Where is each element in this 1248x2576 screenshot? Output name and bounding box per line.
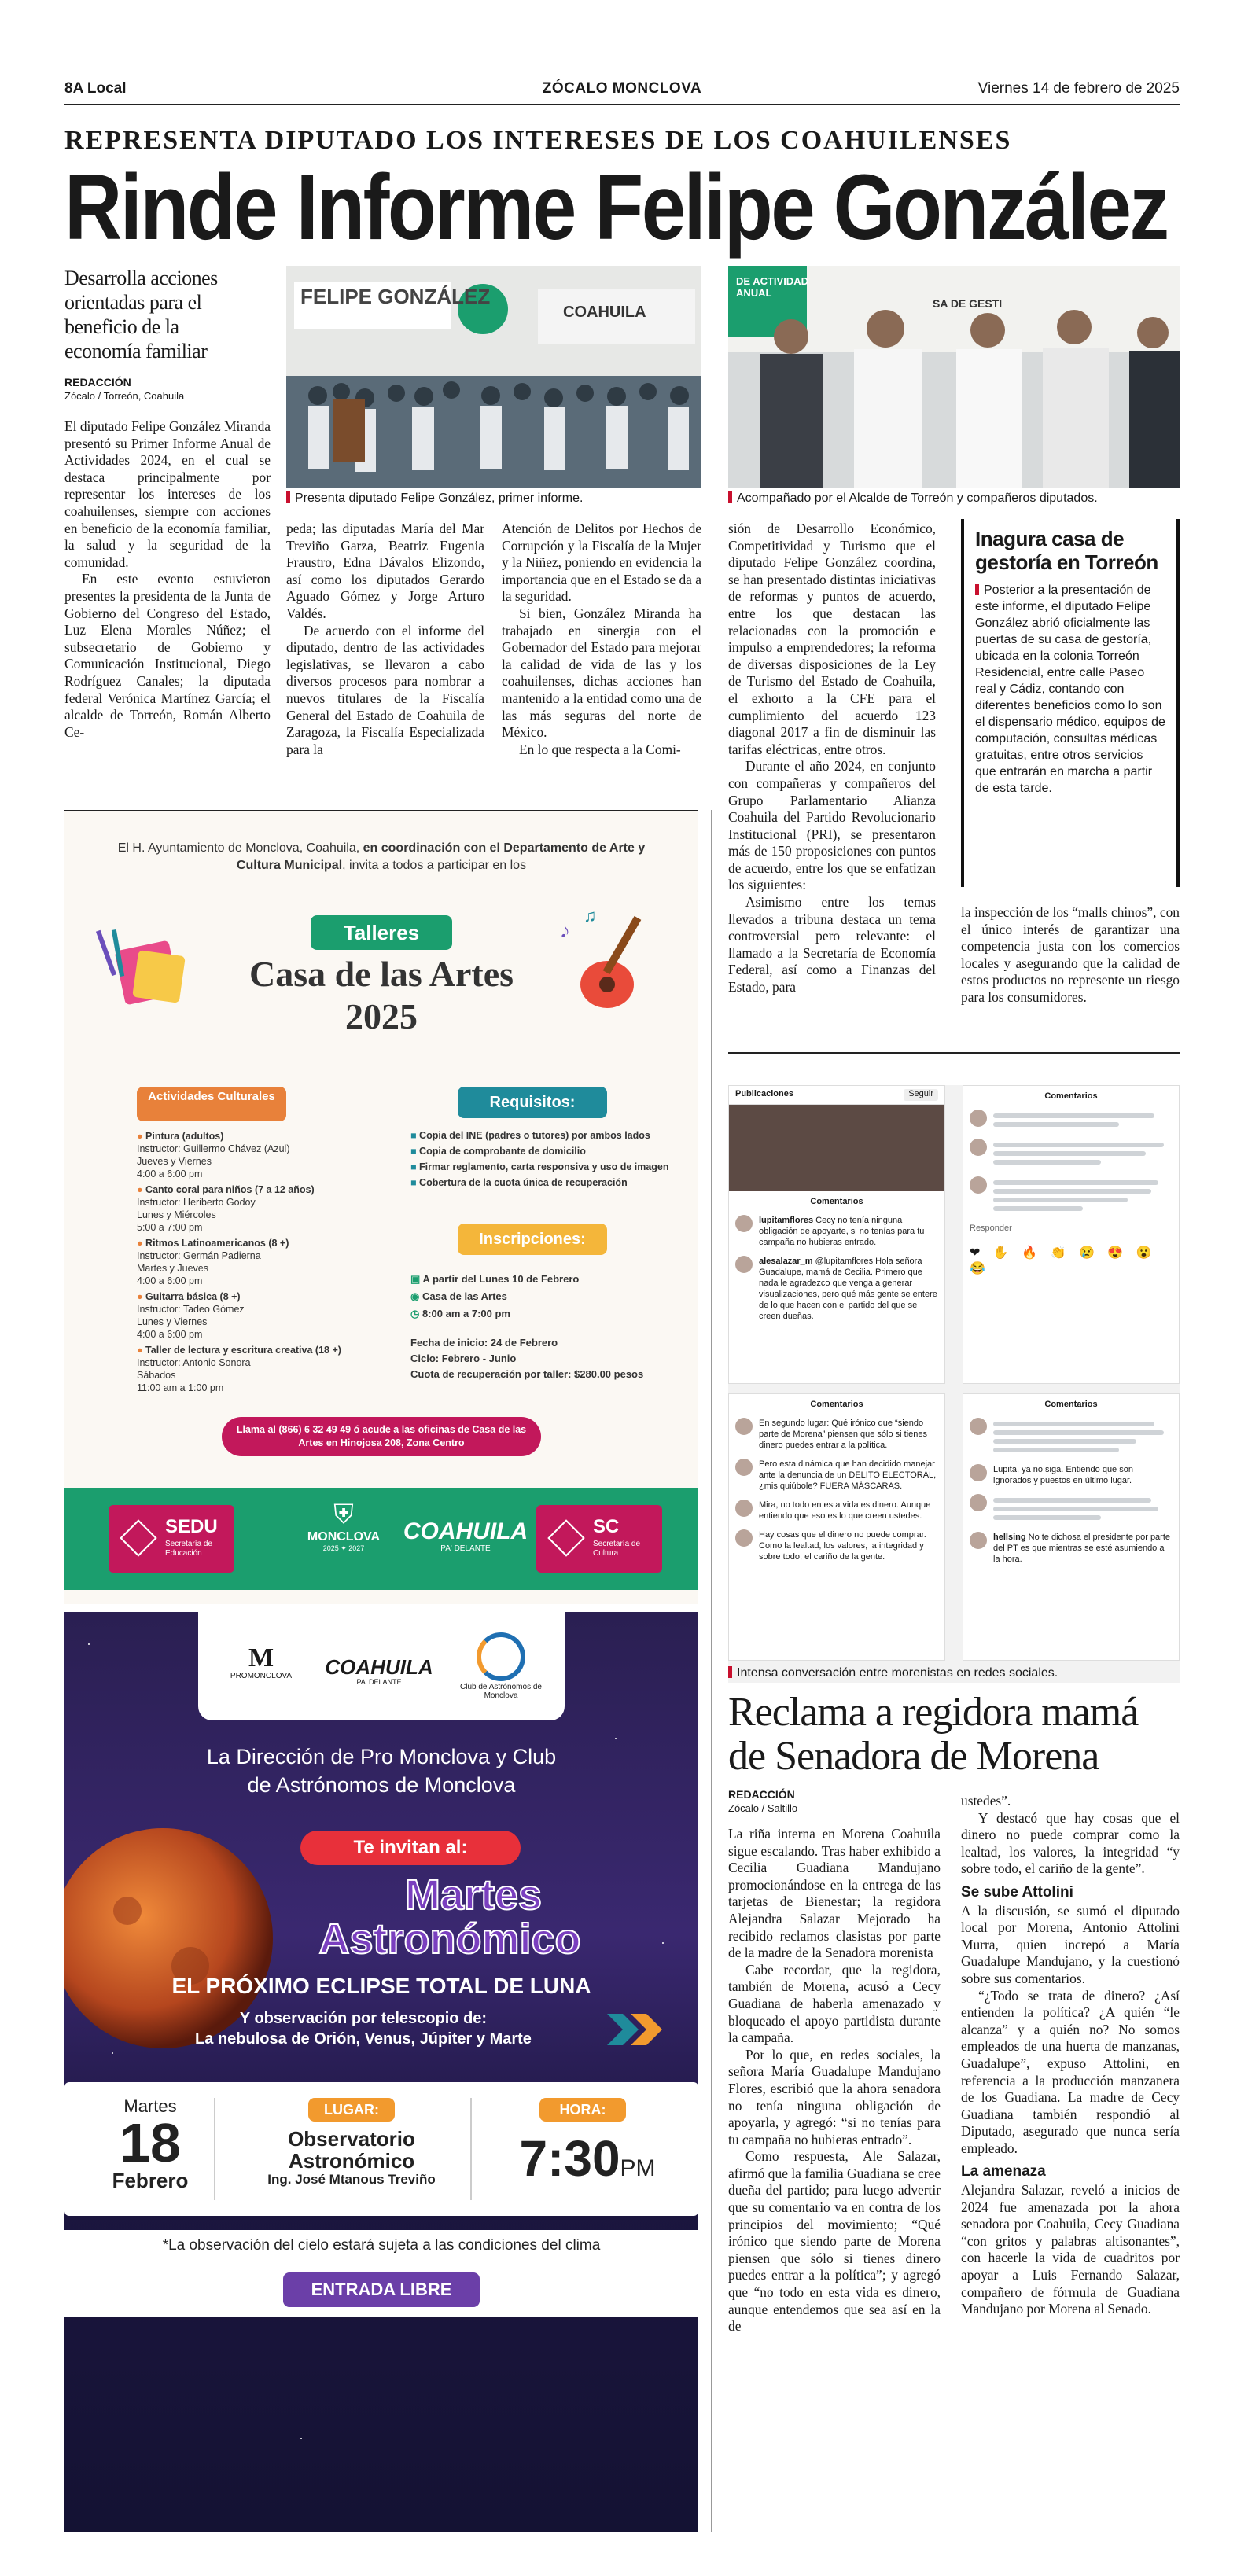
ad-casa-de-las-artes <box>64 810 698 1604</box>
photo-sign: COAHUILA <box>563 304 646 321</box>
paragraph: la inspección de los “malls chinos”, con el único interés de garantizar una competencia justa con los comercios locales y asegurando que la calidad de estos productos no represente un riesgo para los consumidores. <box>961 904 1180 1005</box>
actividad-line: Instructor: Germán Padierna <box>137 1250 261 1261</box>
photo-sign: SA DE GESTI <box>933 297 1003 310</box>
comment-line <box>993 1189 1151 1194</box>
follow-button: Seguir <box>904 1089 938 1101</box>
panel-comments <box>963 1086 1179 1281</box>
actividad-name: Taller de lectura y escritura creativa (18 +) <box>145 1345 341 1356</box>
paragraph: Como respuesta, Ale Salazar, afirmó que la familia Guadiana se cree dueña del partido; para luego advertir que su comentario va en contra de los principios del movimiento; “Qué irónico que siendo parte de Morena piensen que sólo si tienes dinero puedes entrar a la política”; y agregó que “no todo en esta vida es dinero, aunque entendemos que sea así en la de <box>728 2148 941 2335</box>
requisitos-badge: Requisitos: <box>458 1087 607 1118</box>
comment-text: Hay cosas que el dinero no puede comprar. Como la lealtad, los valores, la integridad y sobre todo, el cariño de la gente. <box>759 1530 926 1562</box>
comment-line <box>993 1113 1154 1118</box>
square-bullet-icon: ■ <box>410 1146 417 1157</box>
logos-card <box>198 1612 565 1720</box>
actividad-name: Ritmos Latinoamericanos (8 +) <box>145 1238 289 1249</box>
story2-headline: Reclama a regidora mamá de Senadora de Morena <box>728 1690 1139 1779</box>
ad-martes-astronomico <box>64 1612 698 2532</box>
actividad-line: Lunes y Viernes <box>137 1316 208 1327</box>
comment-text: Lupita, ya no siga. Entiendo que son ignorados y puestos en último lugar. <box>993 1465 1133 1485</box>
sidebar-text <box>975 582 1165 797</box>
contact-banner: Llama al (866) 6 32 49 49 ó acude a las oficinas de Casa de las Artes en Hinojosa 208, Zona Centro <box>222 1417 541 1456</box>
bullet-icon: ● <box>137 1184 143 1195</box>
panel-comments <box>729 1394 944 1575</box>
comment-line <box>993 1122 1119 1127</box>
comment-line <box>993 1180 1158 1185</box>
lugar-line: Astronómico <box>288 2149 415 2173</box>
comment-body <box>759 1215 938 1248</box>
paragraph: sión de Desarrollo Económico, Competitividad y Turismo que el diputado Felipe González coordina, se han presentado distintas iniciativas de reformas y puntos de acuerdo, entre los que destacan las relacionadas con la promoción e impulso a emprendedores; la reforma de diversas disposiciones de la Ley de Turismo del Estado de Coahuila, el exhorto a la CFE para el cumplimiento del acuerdo 123 diagonal 2017 a fin de disminuir las tarifas eléctricas, entre otros. <box>728 521 936 757</box>
date-block <box>99 2096 201 2193</box>
observation-line: La nebulosa de Orión, Venus, Júpiter y Marte <box>195 2030 532 2048</box>
headline: Rinde Informe Felipe González <box>64 156 1168 259</box>
byline <box>64 376 253 403</box>
actividad-line: Instructor: Tadeo Gómez <box>137 1304 245 1315</box>
avatar <box>970 1418 987 1435</box>
club-astronomos-emblem-icon <box>477 1632 525 1681</box>
actividad-item <box>137 1237 388 1287</box>
panel-header-text: Publicaciones <box>735 1089 793 1098</box>
panel-header <box>729 1086 944 1105</box>
eclipse-headline: EL PRÓXIMO ECLIPSE TOTAL DE LUNA <box>171 1974 591 1998</box>
actividad-name: Guitarra básica (8 +) <box>145 1291 241 1302</box>
paper-name: ZÓCALO MONCLOVA <box>542 80 702 97</box>
actividad-line: Sábados <box>137 1370 176 1381</box>
story2-column-2 <box>961 1793 1180 2318</box>
comment-user: lupitamflores <box>759 1216 814 1225</box>
avatar <box>735 1256 753 1273</box>
comments-title: Comentarios <box>1044 1400 1098 1409</box>
byline-place: Zócalo / Torreón, Coahuila <box>64 390 185 402</box>
comment-line <box>993 1198 1128 1202</box>
sedu-logo-sub: Secretaría de Educación <box>165 1540 213 1558</box>
inscripcion-item <box>410 1305 670 1323</box>
hora-badge: HORA: <box>539 2098 626 2122</box>
actividad-line: Instructor: Heriberto Godoy <box>137 1197 256 1208</box>
comment-line <box>993 1422 1154 1426</box>
comments-title: Comentarios <box>1044 1091 1098 1101</box>
comment <box>970 1464 1173 1486</box>
guitar-icon <box>552 906 670 1016</box>
clock-icon: ◷ <box>410 1308 420 1319</box>
avatar <box>970 1139 987 1156</box>
caption-marker <box>728 491 732 503</box>
story1-column-2 <box>286 521 484 758</box>
comments-title: Comentarios <box>810 1400 863 1409</box>
photo-alcalde <box>728 266 1180 488</box>
actividades-badge: Actividades Culturales <box>137 1087 286 1121</box>
requisito-text: Cobertura de la cuota única de recuperación <box>419 1177 628 1188</box>
section-divider <box>728 1052 1180 1054</box>
story2-byline <box>728 1788 941 1815</box>
comment-body <box>993 1176 1173 1215</box>
page-label: 8A Local <box>64 80 127 97</box>
actividad-line: Instructor: Antonio Sonora <box>137 1357 251 1368</box>
caption-text: Acompañado por el Alcalde de Torreón y compañeros diputados. <box>737 491 1098 505</box>
inscripciones-badge: Inscripciones: <box>458 1224 607 1255</box>
photo-caption <box>286 491 701 506</box>
date-month: Febrero <box>112 2169 189 2192</box>
info-divider <box>470 2098 472 2200</box>
sc-logo-sub: Secretaría de Cultura <box>593 1540 641 1558</box>
fecha-inicio: Fecha de inicio: 24 de Febrero <box>410 1337 558 1349</box>
comments-title: Comentarios <box>810 1197 863 1206</box>
comment <box>970 1110 1173 1131</box>
caption-marker <box>728 1666 732 1678</box>
comment-body <box>759 1529 938 1562</box>
star-icon <box>300 2438 302 2439</box>
emoji-row: ❤ ✋ 🔥 👏 😢 😍 😮 😂 <box>970 1246 1157 1275</box>
inscripcion-text: A partir del Lunes 10 de Febrero <box>422 1273 580 1285</box>
comment-body <box>759 1459 938 1492</box>
lugar-text <box>245 2128 458 2188</box>
paragraph: ustedes”. <box>961 1793 1011 1809</box>
comment <box>735 1529 938 1562</box>
paragraph: “¿Todo se trata de dinero? ¿Así entienden la política? ¿A quién “le alcanza” y a quién no? No somos empleados de una huerta de manzanas, Guadalupe”, expuso Attolini, en referencia a la producción manzanera de los Guadiana. La madre de Cecy Guadiana también respondió al Diputado, asegurado que nunca sería empleado. <box>961 1987 1180 2156</box>
subhead: Se sube Attolini <box>961 1883 1073 1901</box>
paragraph: A la discusión, se sumó el diputado local por Morena, Antonio Attolini Murra, quien increpó a María Guadalupe Mandujano, y la cuestionó sobre sus comentarios. <box>961 1902 1180 1986</box>
sedu-logo-text: SEDU <box>165 1516 218 1537</box>
hora-text <box>489 2129 686 2188</box>
comment <box>735 1418 938 1451</box>
square-bullet-icon: ■ <box>410 1177 417 1188</box>
screenshot-panel <box>728 1393 945 1661</box>
byline-author: REDACCIÓN <box>728 1788 795 1801</box>
paragraph: Cabe recordar, que la regidora, también de Morena, acusó a Cecy Guadiana de haberla amenazado y bloqueado el apoyo partidista durante la campaña. <box>728 1961 941 2046</box>
bullet-icon: ● <box>137 1345 143 1356</box>
column-rule <box>711 810 712 2532</box>
avatar <box>970 1110 987 1127</box>
ad-intro-text: , invita a todos a participar en los <box>342 859 527 872</box>
collage-caption <box>728 1665 1180 1681</box>
monclova-logo <box>300 1499 387 1553</box>
sidebar-title: Inagura casa de gestoría en Torreón <box>975 527 1158 574</box>
requisitos-list <box>410 1128 670 1190</box>
sc-emblem-icon <box>547 1519 585 1557</box>
requisito-item <box>410 1128 670 1143</box>
sidebar-box <box>961 519 1180 887</box>
actividad-item <box>137 1130 388 1180</box>
comment-line <box>993 1160 1101 1165</box>
monclova-logo-text: MONCLOVA <box>307 1530 381 1544</box>
actividad-line: Martes y Jueves <box>137 1263 209 1274</box>
cuota: Cuota de recuperación por taller: $280.00 pesos <box>410 1368 644 1380</box>
paragraph: En este evento estuvieron presentes la presidenta de la Junta de Gobierno del Congreso del Estado, Luz Elena Morales Núñez; el subsecretario de Gobierno y Comunicación Institucional, Diego Rodríguez Canales; la diputada federal Verónica Martínez García; el alcalde de Torreón, Román Alberto Ce- <box>64 571 271 740</box>
comment <box>970 1418 1173 1456</box>
avatar <box>735 1529 753 1547</box>
avatar <box>735 1418 753 1435</box>
club-astronomos-logo <box>458 1632 544 1700</box>
comment-text: En segundo lugar: Qué irónico que “siendo parte de Morena” piensen que sólo si tienes dinero puedes entrar a la política. <box>759 1419 928 1450</box>
caption-text: Intensa conversación entre morenistas en redes sociales. <box>737 1666 1058 1680</box>
comment-body <box>993 1139 1173 1168</box>
astro-organizers: La Dirección de Pro Monclova y Club de Astrónomos de Monclova <box>206 1745 557 1797</box>
comment <box>735 1256 938 1322</box>
lugar-badge: LUGAR: <box>308 2098 395 2122</box>
bullet-icon: ● <box>137 1131 143 1142</box>
photo-informe <box>286 266 701 488</box>
comment-text: @lupitamflores Hola señora Guadalupe, mamá de Cecilia. Primero que nada le agradezco que venga a generar visualizaciones, pero qué más gente se entere de lo que hacen con el partido del que se creen dueñas. <box>759 1257 937 1321</box>
comment-body <box>993 1110 1173 1131</box>
avatar <box>735 1500 753 1517</box>
astro-title-1: Martes <box>404 1871 543 1919</box>
panel-comments <box>963 1394 1179 1577</box>
byline-place: Zócalo / Saltillo <box>728 1802 798 1814</box>
coahuila-logo <box>324 1656 434 1686</box>
paragraph: Durante el año 2024, en conjunto con compañeras y compañeros del Grupo Parlamentario Alianza Coahuila del Partido Revolucionario Institucional (PRI), se presentaron más de 150 proposiciones con puntos de acuerdo, entre los que se enfatizan los siguientes: <box>728 758 936 893</box>
coahuila-logo <box>395 1519 536 1553</box>
actividad-line: 5:00 a 7:00 pm <box>137 1222 203 1233</box>
comment-text: Pero esta dinámica que han decidido manejar ante la denuncia de un DELITO ELECTORAL, ¿mis quiúbole? FUERA MÁSCARAS. <box>759 1459 937 1491</box>
comment-line <box>993 1507 1158 1511</box>
sidebar-marker <box>975 584 979 595</box>
actividad-item <box>137 1290 388 1341</box>
comment <box>970 1494 1173 1524</box>
star-icon <box>615 1738 617 1739</box>
comment-body <box>759 1256 938 1322</box>
story2-column-1 <box>728 1826 941 2335</box>
comment-body <box>993 1494 1173 1524</box>
square-bullet-icon: ■ <box>410 1161 417 1172</box>
ad-intro-text: El H. Ayuntamiento de Monclova, Coahuila, <box>117 841 363 855</box>
comment-text: Cecy no tenía ninguna obligación de apoyarte, si no tenías para tu campaña no hubieras entrado. <box>759 1216 925 1247</box>
issue-date: Viernes 14 de febrero de 2025 <box>977 80 1180 97</box>
comment-line <box>993 1206 1083 1211</box>
lugar-line: Ing. José Mtanous Treviño <box>267 2172 436 2187</box>
ad-year: 2025 <box>345 996 418 1036</box>
actividad-item <box>137 1344 388 1394</box>
hora-value: 7:30 <box>519 2130 620 2187</box>
monclova-logo-sub: 2025 ✦ 2027 <box>322 1544 365 1552</box>
caption-text: Presenta diputado Felipe González, primer informe. <box>295 491 584 505</box>
talleres-badge: Talleres <box>311 915 452 950</box>
palette-icon <box>96 929 198 1016</box>
paragraph: En lo que respecta a la Comi- <box>519 741 681 757</box>
avatar <box>970 1494 987 1511</box>
avatar <box>970 1464 987 1481</box>
photo-sign <box>736 275 808 299</box>
ciclo: Ciclo: Febrero - Junio <box>410 1352 517 1364</box>
comment <box>970 1532 1173 1565</box>
comment-line <box>993 1448 1119 1452</box>
screenshot-collage <box>728 1085 1180 1683</box>
comment-body <box>759 1500 938 1522</box>
inscripcion-item <box>410 1288 670 1305</box>
sedu-emblem-icon <box>120 1519 157 1557</box>
paragraph: peda; las diputadas María del Mar Treviño Garza, Beatriz Eugenia Fraustro, Edna Dávalos Elizondo, así como los diputados Gerardo Aguado Gómez y Jorge Arturo Valdés. <box>286 521 484 621</box>
requisito-item <box>410 1175 670 1190</box>
actividad-line: 4:00 a 6:00 pm <box>137 1329 203 1340</box>
coahuila-logo-text: COAHUILA <box>325 1655 433 1679</box>
inscripcion-item <box>410 1271 670 1288</box>
paragraph: Alejandra Salazar, reveló a inicios de 2024 fue amenazada por la ahora senadora por Coahuila, Cecy Guadiana “con gritos y palabras altisonantes”, con hacerle la vida de cuadritos por apoyar a Luis Fernando Salazar, compañero de fórmula de Guadiana Mandujano por Morena al Senado. <box>961 2182 1180 2317</box>
avatar <box>970 1176 987 1194</box>
inscripcion-text: Casa de las Artes <box>422 1290 507 1302</box>
story1-column-4 <box>728 521 936 996</box>
monclova-crest-icon: ⛨ <box>333 1500 354 1529</box>
paragraph: Atención de Delitos por Hechos de Corrupción y la Fiscalía de la Mujer y la Niñez, poniendo en evidencia la importancia que en el Estado se da a la seguridad. <box>502 521 701 605</box>
deck: Desarrolla acciones orientadas para el beneficio de la economía familiar <box>64 267 218 362</box>
arrows-icon <box>607 2010 678 2049</box>
date-weekday: Martes <box>123 2096 177 2116</box>
invite-badge: Te invitan al: <box>300 1831 521 1865</box>
bullet-icon: ● <box>137 1291 143 1302</box>
comment-line <box>993 1143 1164 1147</box>
requisito-text: Firmar reglamento, carta responsiva y uso de imagen <box>419 1161 669 1172</box>
star-icon <box>88 1643 90 1645</box>
profile-photo <box>729 1105 944 1191</box>
promonclova-logo-sub: PROMONCLOVA <box>230 1672 293 1680</box>
comment-user: alesalazar_m <box>759 1257 813 1266</box>
sc-logo-text: SC <box>593 1516 620 1537</box>
comment-line <box>993 1430 1164 1435</box>
actividad-line: Instructor: Guillermo Chávez (Azul) <box>137 1143 290 1154</box>
bullet-icon: ● <box>137 1238 143 1249</box>
astro-title-2: Astronómico <box>318 1915 581 1963</box>
square-bullet-icon: ■ <box>410 1130 417 1141</box>
kicker: REPRESENTA DIPUTADO LOS INTERESES DE LOS COAHUILENSES <box>64 126 1012 155</box>
comment <box>970 1139 1173 1168</box>
screenshot-panel <box>963 1085 1180 1384</box>
svg-text:♫: ♫ <box>584 906 597 926</box>
actividad-item <box>137 1183 388 1234</box>
date-day: 18 <box>120 2112 181 2173</box>
avatar <box>735 1459 753 1476</box>
photo-sign: FELIPE GONZÁLEZ <box>300 285 491 308</box>
paragraph: Por lo que, en redes sociales, la señora María Guadalupe Mandujano Flores, escribió que la ahora senadora no tenía ninguna obligación de apoyarla, y agregó: “si no tenías para tu campaña no hubieras entrado”. <box>728 2046 941 2147</box>
actividad-line: 11:00 am a 1:00 pm <box>137 1382 224 1393</box>
observation-line: Y observación por telescopio de: <box>239 2010 488 2027</box>
hora-suffix: PM <box>620 2155 656 2181</box>
actividad-name: Canto coral para niños (7 a 12 años) <box>145 1184 315 1195</box>
promonclova-logo <box>222 1645 300 1680</box>
club-astronomos-logo-sub: Club de Astrónomos de Monclova <box>460 1683 542 1700</box>
actividad-line: Jueves y Viernes <box>137 1156 212 1167</box>
svg-text:♪: ♪ <box>560 919 570 942</box>
inscripcion-text: 8:00 am a 7:00 pm <box>422 1308 510 1319</box>
story1-column-1 <box>64 418 271 741</box>
calendar-icon: ▣ <box>410 1273 421 1285</box>
comment-line <box>993 1515 1101 1520</box>
comment <box>735 1215 938 1248</box>
actividad-line: Lunes y Miércoles <box>137 1209 216 1220</box>
requisito-item <box>410 1159 670 1175</box>
paragraph: Y destacó que hay cosas que el dinero no puede comprar como la lealtad, los valores, la integridad “y sobre todo, el cariño de la gente”. <box>961 1809 1180 1877</box>
photo-sign-line: ANUAL <box>736 287 772 299</box>
comment-body <box>993 1418 1173 1456</box>
caption-marker <box>286 491 290 503</box>
requisito-item <box>410 1143 670 1159</box>
comment-line <box>993 1439 1136 1444</box>
comment-text: Mira, no todo en esta vida es dinero. Aunque entiendo que eso es lo que creen ustedes. <box>759 1500 931 1521</box>
coahuila-logo-sub: PA' DELANTE <box>356 1678 402 1686</box>
photo-caption <box>728 491 1180 506</box>
masthead <box>64 77 1180 105</box>
comment <box>735 1459 938 1492</box>
comment <box>735 1500 938 1522</box>
sedu-logo <box>109 1505 234 1573</box>
comment-body <box>759 1418 938 1451</box>
actividades-list <box>137 1130 388 1394</box>
screenshot-panel <box>728 1085 945 1384</box>
screenshot-panel <box>963 1393 1180 1661</box>
avatar <box>970 1532 987 1549</box>
subhead: La amenaza <box>961 2163 1046 2180</box>
byline-author: REDACCIÓN <box>64 376 131 388</box>
reply-link[interactable]: Responder <box>970 1224 1012 1233</box>
location-icon: ◉ <box>410 1290 420 1302</box>
photo-sign-line: DE ACTIVIDAD <box>736 275 808 287</box>
ad-intro <box>96 840 667 874</box>
info-divider <box>214 2098 215 2200</box>
requisito-text: Copia del INE (padres o tutores) por ambos lados <box>419 1130 650 1141</box>
comment-text: No te dichosa el presidente por parte del PT es que mientras se esté asumiendo a la hora. <box>993 1533 1171 1564</box>
ad-title: Casa de las Artes <box>248 954 514 994</box>
panel-comments <box>729 1191 944 1334</box>
sc-logo <box>536 1505 662 1573</box>
actividad-line: 4:00 a 6:00 pm <box>137 1168 203 1179</box>
observation-text <box>112 2008 615 2049</box>
ad-intro-bold: en coordinación con el Departamento de Arte y Cultura Municipal <box>236 841 646 872</box>
weather-note: *La observación del cielo estará sujeta a las condiciones del clima <box>64 2230 698 2261</box>
entrada-libre-badge: ENTRADA LIBRE <box>283 2272 480 2307</box>
comment <box>970 1176 1173 1215</box>
paragraph: La riña interna en Morena Coahuila sigue escalando. Tras haber exhibido a Cecilia Guadiana Mandujano promocionándose en la entrega de las tarjetas de Bienestar; la regidora Alejandra Salazar Mejorado ha recibido reclamos clasistas por parte de la madre de la Senadora morenista <box>728 1826 941 1961</box>
paragraph: De acuerdo con el informe del diputado, dentro de las actividades legislativas, se llevaron a cabo diversos procesos para nombrar a nuevos titulares de la Fiscalía General del Estado de Coahuila de Zaragoza, la Fiscalía Especializada para la <box>286 622 484 757</box>
event-info-card <box>64 2082 698 2216</box>
actividad-line: 4:00 a 6:00 pm <box>137 1275 203 1286</box>
comment-body <box>993 1532 1173 1565</box>
ciclo-info <box>410 1335 678 1382</box>
inscripciones-list <box>410 1271 670 1323</box>
requisito-text: Copia de comprobante de domicilio <box>419 1146 586 1157</box>
comment-body <box>993 1464 1173 1486</box>
paragraph: El diputado Felipe González Miranda presentó su Primer Informe Anual de Actividades 2024, en el cual se destaca principalmente por representar los intereses de los coahuilenses, siempre con acciones en beneficio de la economía familiar, la salud y la seguridad de la comunidad. <box>64 418 271 570</box>
paragraph: Asimismo entre los temas llevados a tribuna destaca un tema controversial pero relevante: el llamado a la Secretaría de Economía Federal, así como a Finanzas del Estado, para <box>728 894 936 995</box>
sidebar-text-body: Posterior a la presentación de este informe, el diputado Felipe González abrió oficialmente las puertas de su casa de gestoría, ubicada en la colonia Torreón Residencial, entre calle Paseo real y Cádiz, contando con diferentes beneficios como lo son el dispensario médico, equipos de computación, consultas médicas gratuitas, entre otros servicios que entrarán en marcha a partir de esta tarde. <box>975 583 1165 795</box>
coahuila-logo-sub: PA' DELANTE <box>440 1544 491 1553</box>
comment-user: hellsing <box>993 1533 1026 1542</box>
coahuila-logo-text: COAHUILA <box>403 1518 528 1544</box>
lugar-line: Observatorio <box>288 2127 415 2151</box>
comment-line <box>993 1498 1151 1503</box>
logos-strip <box>64 1488 698 1590</box>
actividad-name: Pintura (adultos) <box>145 1131 224 1142</box>
paragraph: Si bien, González Miranda ha trabajado en sinergia con el Gobernador del Estado para mejorar la calidad de vida de las y los coahuilenses, dichas acciones han mantenido a la entidad como una de las más seguras del norte de México. <box>502 605 701 741</box>
promonclova-logo-mark: M <box>248 1643 274 1673</box>
story1-column-3 <box>502 521 701 758</box>
avatar <box>735 1215 753 1232</box>
comment-line <box>993 1151 1146 1156</box>
story1-column-5 <box>961 904 1180 1006</box>
